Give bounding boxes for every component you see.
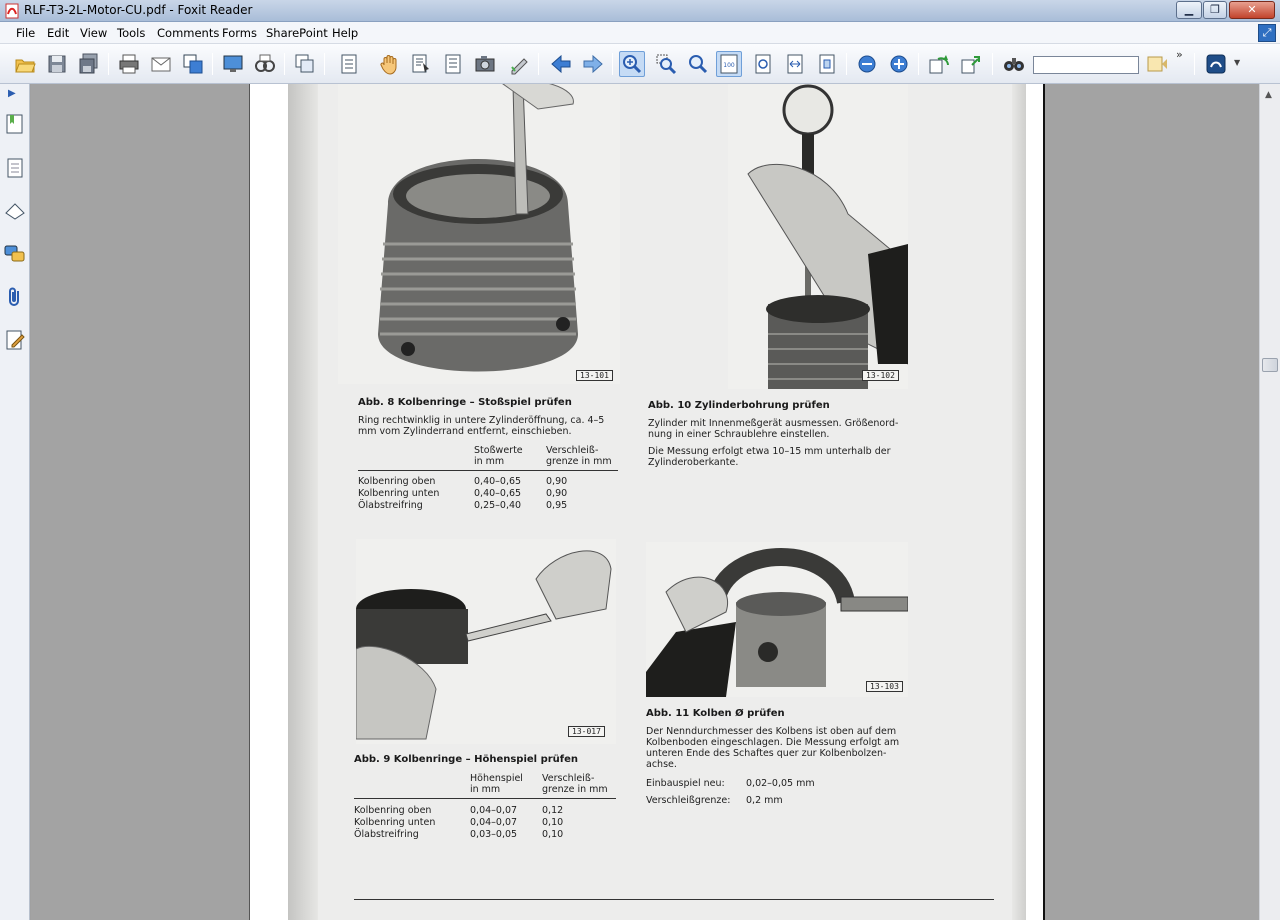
fit-visible-icon[interactable]: [816, 53, 838, 75]
figure-number-10: 13-102: [862, 370, 899, 381]
pages-icon[interactable]: [294, 53, 316, 75]
save-icon[interactable]: [46, 53, 68, 75]
fig9-row-3-name: Ölabstreifring: [354, 829, 419, 840]
upgrade-icon[interactable]: [1205, 53, 1227, 75]
vertical-scrollbar[interactable]: [1259, 84, 1280, 920]
actual-size-icon[interactable]: [716, 51, 742, 77]
close-button[interactable]: ✕: [1229, 1, 1275, 19]
title-bar: [0, 0, 1280, 22]
fig8-row-1-v2: 0,90: [546, 476, 568, 487]
fig9-row-3-v2: 0,10: [542, 829, 564, 840]
menu-sharepoint[interactable]: SharePoint: [266, 26, 328, 40]
fig8-row-3-v1: 0,25–0,40: [474, 500, 522, 511]
find-input[interactable]: [1033, 56, 1139, 74]
fig11-spec-2-label: Verschleißgrenze:: [646, 795, 731, 806]
scanned-page: [288, 84, 1026, 920]
fig8-row-1-v1: 0,40–0,65: [474, 476, 522, 487]
scroll-up-icon[interactable]: ▲: [1265, 90, 1272, 100]
fig8-table-rule: [358, 470, 618, 471]
save-as-icon[interactable]: [78, 53, 100, 75]
chevron-down-icon[interactable]: ▼: [1234, 58, 1241, 67]
view-icon[interactable]: [254, 53, 276, 75]
fig8-row-3-v2: 0,95: [546, 500, 568, 511]
annotation-select-icon[interactable]: [442, 53, 464, 75]
find-next-icon[interactable]: [1146, 53, 1168, 75]
back-icon[interactable]: [550, 53, 572, 75]
fit-width-icon[interactable]: [784, 53, 806, 75]
fig8-caption-text: Ring rechtwinklig in untere Zylinderöffnung, ca. 4–5 mm vom Zylinderrand entfernt, einschieben.: [358, 415, 605, 437]
zoom-in-tool-icon[interactable]: [619, 51, 645, 77]
fig11-caption-title: Abb. 11 Kolben Ø prüfen: [646, 708, 785, 719]
email-icon[interactable]: [150, 53, 172, 75]
fig8-row-2-name: Kolbenring unten: [358, 488, 440, 499]
fig8-col-stosswerte: Stoßwerte in mm: [474, 445, 523, 467]
fig10-caption-title: Abb. 10 Zylinderbohrung prüfen: [648, 400, 830, 411]
fig11-spec-1-label: Einbauspiel neu:: [646, 778, 725, 789]
comments-panel-icon[interactable]: [3, 242, 27, 266]
fit-page-icon[interactable]: [752, 53, 774, 75]
fig9-row-2-v1: 0,04–0,07: [470, 817, 518, 828]
navigation-panel: [0, 84, 30, 920]
fig8-row-2-v2: 0,90: [546, 488, 568, 499]
fig8-row-3-name: Ölabstreifring: [358, 500, 423, 511]
fig10-caption-text-1: Zylinder mit Innenmeßgerät ausmessen. Größenord- nung in einer Schraublehre einstellen.: [648, 418, 899, 440]
fig9-col-hoehenspiel: Höhenspiel in mm: [470, 773, 523, 795]
menu-comments[interactable]: Comments: [157, 26, 220, 40]
fig11-spec-2-value: 0,2 mm: [746, 795, 783, 806]
zoom-out-icon[interactable]: [856, 53, 878, 75]
figure-number-8: 13-101: [576, 370, 613, 381]
fig9-row-1-v1: 0,04–0,07: [470, 805, 518, 816]
export-icon[interactable]: [960, 53, 982, 75]
fig8-row-1-name: Kolbenring oben: [358, 476, 436, 487]
figure-number-9: 13-017: [568, 726, 605, 737]
menu-forms[interactable]: Forms: [222, 26, 257, 40]
fig9-col-verschleiss: Verschleiß- grenze in mm: [542, 773, 608, 795]
minimize-button[interactable]: ▁: [1176, 1, 1202, 19]
menu-tools[interactable]: Tools: [117, 26, 146, 40]
maximize-button[interactable]: ❐: [1203, 1, 1227, 19]
fig9-caption-title: Abb. 9 Kolbenringe – Höhenspiel prüfen: [354, 754, 579, 765]
svg-text:100: 100: [723, 62, 735, 69]
forward-icon[interactable]: [582, 53, 604, 75]
toolbar-overflow[interactable]: »: [1176, 48, 1183, 61]
cylinder-feeler-gauge-photo: [338, 84, 620, 384]
attachments-icon[interactable]: [3, 285, 27, 309]
menu-help[interactable]: Help: [332, 26, 359, 40]
find-icon[interactable]: [1003, 53, 1025, 75]
create-pdf-icon[interactable]: [182, 53, 204, 75]
piston-ring-height-photo: [356, 539, 616, 744]
menu-edit[interactable]: Edit: [47, 26, 70, 40]
document-view[interactable]: [31, 84, 1259, 920]
rotate-icon[interactable]: [928, 53, 950, 75]
fig8-row-2-v1: 0,40–0,65: [474, 488, 522, 499]
fig9-row-1-v2: 0,12: [542, 805, 564, 816]
fig9-row-1-name: Kolbenring oben: [354, 805, 432, 816]
open-icon[interactable]: [14, 53, 36, 75]
page-layout-icon[interactable]: [338, 53, 360, 75]
fig10-caption-text-2: Die Messung erfolgt etwa 10–15 mm unterhalb der Zylinderoberkante.: [648, 446, 891, 468]
collapse-panel-icon[interactable]: ▶: [8, 88, 16, 99]
fig9-row-2-name: Kolbenring unten: [354, 817, 436, 828]
foxit-app-icon: [4, 3, 20, 19]
signatures-icon[interactable]: [3, 328, 27, 352]
menu-view[interactable]: View: [80, 26, 108, 40]
select-text-icon[interactable]: [410, 53, 432, 75]
fig11-spec-1-value: 0,02–0,05 mm: [746, 778, 815, 789]
fig8-col-verschleiss: Verschleiß- grenze in mm: [546, 445, 612, 467]
fig9-table-rule: [354, 798, 616, 799]
layers-icon[interactable]: [3, 199, 27, 223]
fullscreen-icon[interactable]: [222, 53, 244, 75]
typewriter-icon[interactable]: [508, 53, 530, 75]
print-icon[interactable]: [118, 53, 140, 75]
fig8-caption-title: Abb. 8 Kolbenringe – Stoßspiel prüfen: [358, 397, 572, 408]
fig9-row-3-v1: 0,03–0,05: [470, 829, 518, 840]
hand-icon[interactable]: [378, 53, 400, 75]
loupe-icon[interactable]: [687, 53, 709, 75]
pdf-page: [249, 84, 1045, 920]
snapshot-icon[interactable]: [474, 53, 496, 75]
expand-icon[interactable]: ⤢: [1258, 24, 1276, 42]
menu-bar: [0, 22, 1280, 44]
marquee-zoom-icon[interactable]: [655, 53, 677, 75]
zoom-in-icon[interactable]: [888, 53, 910, 75]
bore-gauge-photo: [728, 84, 908, 389]
pages-panel-icon[interactable]: [3, 156, 27, 180]
fig9-row-2-v2: 0,10: [542, 817, 564, 828]
figure-number-11: 13-103: [866, 681, 903, 692]
page-footer-rule: [354, 899, 994, 900]
window-title: RLF-T3-2L-Motor-CU.pdf - Foxit Reader: [24, 3, 253, 17]
menu-file[interactable]: File: [16, 26, 36, 40]
fig11-caption-text: Der Nenndurchmesser des Kolbens ist oben auf dem Kolbenboden eingeschlagen. Die Messung erfolgt am unteren Ende des Schaftes quer zur Kolbenbolzen- achse.: [646, 726, 900, 770]
piston-micrometer-photo: [646, 542, 908, 697]
bookmarks-icon[interactable]: [3, 112, 27, 136]
scrollbar-thumb[interactable]: [1262, 358, 1278, 372]
